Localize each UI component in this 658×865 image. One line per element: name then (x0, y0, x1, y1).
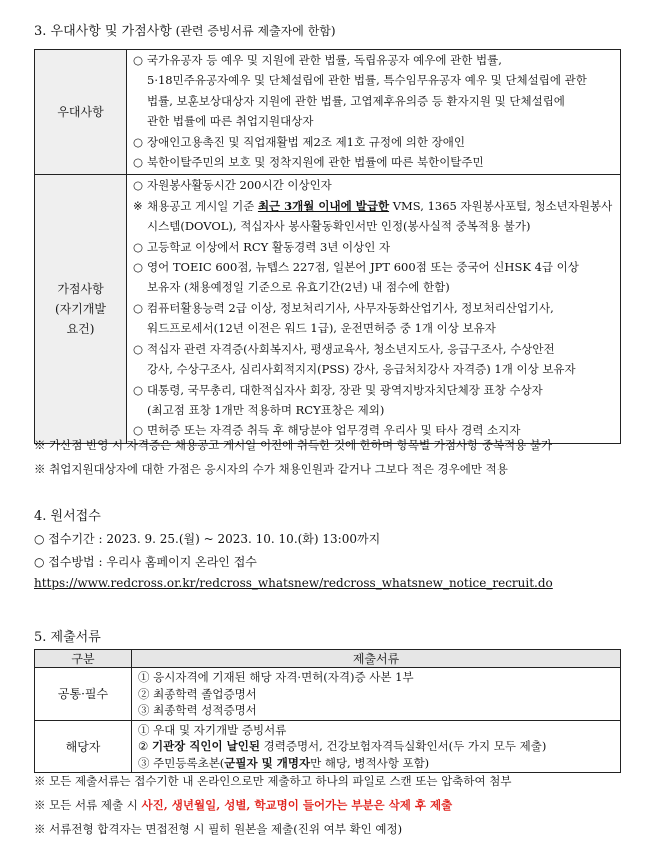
section-5-note-2-warning: 사진, 생년월일, 성별, 학교명이 들어가는 부분은 삭제 후 제출 (141, 798, 453, 812)
preferred-item-3-line-1: 북한이탈주민의 보호 및 정착지원에 관한 법률에 따른 북한이탈주민 (147, 155, 484, 170)
preferred-item-1-line-2: 5·18민주유공자예우 및 단체설립에 관한 법률, 특수임무유공자 예우 및 단체설립에 관한 (147, 73, 587, 88)
preferred-row (35, 50, 621, 175)
column-header-category: 구분 (35, 650, 132, 668)
preferred-item-2 (133, 132, 616, 152)
circle-bullet: ○ (133, 260, 144, 275)
application-method: ○ 접수방법 : 우리사 홈페이지 온라인 접수 (34, 555, 257, 569)
preferred-item-1-line-1: 국가유공자 등 예우 및 지원에 관한 법률, 독립유공자 예우에 관한 법률, (147, 53, 502, 67)
common-documents (132, 668, 621, 721)
bonus-row (35, 175, 621, 443)
bonus-label (35, 175, 127, 443)
bonus-certificate (133, 298, 616, 318)
bonus-redcross-line-2: 강사, 수상구조사, 심리사회적지지(PSS) 강사, 응급처치강사 자격증) 1개 이상 보유자 (147, 362, 576, 377)
bonus-rcy-text: 고등학교 이상에서 RCY 활동경력 3년 이상인 자 (147, 239, 391, 254)
documents-row-common (35, 668, 621, 721)
applicable-doc-2 (138, 738, 614, 755)
circle-bullet: ○ (133, 300, 144, 315)
note-emphasis: 최근 3개월 이내에 발급한 (257, 198, 390, 213)
note-part-c: VMS, 1365 자원봉사포털, 청소년자원봉사 (389, 198, 613, 213)
applicable-doc-3-rest: 만 해당, 병적사항 포함) (310, 755, 430, 770)
circle-bullet: ○ (133, 134, 144, 149)
section-3-heading: 3. 우대사항 및 가점사항 (34, 24, 172, 39)
circle-bullet: ○ (133, 178, 144, 193)
preferred-item-3 (133, 152, 616, 172)
section-3-title (34, 20, 336, 39)
circle-bullet: ○ (133, 423, 144, 438)
applicable-doc-3-emphasis: 군필자 및 개명자 (224, 755, 311, 770)
common-doc-3: ③ 최종학력 성적증명서 (138, 703, 257, 717)
documents-row-applicable (35, 720, 621, 773)
circle-bullet: ○ (133, 341, 144, 356)
bonus-certificate-line-2: 워드프로세서(12년 이전은 워드 1급), 운전면허증 중 1개 이상 보유자 (147, 321, 496, 336)
bonus-language-line-2: 보유자 (채용예정일 기준으로 유효기간(2년) 내 점수에 한함) (147, 280, 450, 295)
section-5-title: 5. 제출서류 (34, 630, 101, 645)
section-5-note-3: ※ 서류전형 합격자는 면접전형 시 필히 원본을 제출(진위 여부 확인 예정) (34, 822, 403, 836)
bonus-rcy (133, 237, 616, 257)
section-3-subtitle: (관련 증빙서류 제출자에 한함) (171, 24, 336, 38)
applicable-doc-2-emphasis: 기관장 직인이 날인된 (151, 739, 260, 753)
preferred-item-1-line-3: 법률, 보훈보상대상자 지원에 관한 법률, 고엽제후유의증 등 환자지원 및 단체설립에 (147, 93, 565, 108)
bonus-label-2: (자기개발 (54, 302, 107, 317)
preferred-item-1 (133, 50, 616, 70)
applicable-doc-3-prefix: ③ 주민등록초본( (138, 755, 225, 770)
note-part-a: 채용공고 게시일 기준 (147, 198, 258, 213)
section-3-note-2: ※ 취업지원대상자에 대한 가점은 응시자의 수가 채용인원과 같거나 그보다 적은 경우에만 적용 (34, 462, 508, 476)
application-link[interactable]: https://www.redcross.or.kr/redcross_whatsnew/redcross_whatsnew_notice_recruit.do (34, 576, 553, 590)
applicable-doc-2-prefix: ② (138, 739, 152, 753)
bonus-label-1: 가점사항 (57, 282, 104, 297)
circle-bullet: ○ (133, 239, 144, 254)
section-5-note-2 (34, 797, 452, 813)
application-period: ○ 접수기간 : 2023. 9. 25.(월) ~ 2023. 10. 10.(화) 13:00까지 (34, 532, 381, 546)
bonus-label-3: 요건) (66, 322, 95, 337)
preferred-body (127, 50, 621, 175)
note-part-d: 시스템(DOVOL), 적십자사 봉사활동확인서만 인정(봉사실적 중복적용 불가) (147, 219, 531, 234)
bonus-experience-text: 면허증 또는 자격증 취득 후 해당분야 업무경력 우리사 및 타사 경력 소지자 (147, 423, 521, 438)
bonus-volunteer (133, 175, 616, 195)
bonus-language (133, 257, 616, 277)
applicable-doc-3 (138, 755, 614, 772)
reference-mark: ※ (133, 198, 143, 213)
circle-bullet: ○ (133, 155, 144, 170)
documents-header-row (35, 650, 621, 668)
bonus-certificate-line-1: 컴퓨터활용능력 2급 이상, 정보처리기사, 사무자동화산업기사, 정보처리산업기사, (147, 300, 554, 315)
common-doc-1: ① 응시자격에 기재된 해당 자격·면허(자격)증 사본 1부 (138, 670, 414, 684)
circle-bullet: ○ (133, 382, 144, 397)
section-5-note-1: ※ 모든 제출서류는 접수기한 내 온라인으로만 제출하고 하나의 파일로 스캔 또는 압축하여 첨부 (34, 774, 512, 788)
preferred-item-2-line-1: 장애인고용촉진 및 직업재활법 제2조 제1호 규정에 의한 장애인 (147, 134, 465, 149)
applicable-documents (132, 720, 621, 773)
applicable-doc-2-rest: 경력증명서, 건강보험자격득실확인서(두 가지 모두 제출) (259, 739, 547, 753)
preferred-label-text: 우대사항 (57, 105, 104, 120)
section-5-note-2-prefix: ※ 모든 서류 제출 시 (34, 798, 142, 812)
preferred-label (35, 50, 127, 175)
bonus-award-line-2: (최고점 표창 1개만 적용하며 RCY표창은 제외) (147, 402, 385, 417)
section-4-title: 4. 원서접수 (34, 509, 101, 524)
column-header-documents: 제출서류 (132, 650, 621, 668)
circle-bullet: ○ (133, 53, 144, 67)
preferred-item-1-line-4: 관한 법률에 따른 취업지원대상자 (147, 114, 314, 129)
bonus-language-line-1: 영어 TOEIC 600점, 뉴텝스 227점, 일본어 JPT 600점 또는 중국어 신HSK 4급 이상 (147, 260, 579, 275)
section-3-note-1: ※ 가산점 반영 시 자격증은 채용공고 게시일 이전에 취득한 것에 한하며 항목별 가점사항 중복적용 불가 (34, 438, 553, 452)
common-label: 공통·필수 (35, 668, 132, 721)
bonus-redcross-cert (133, 339, 616, 359)
bonus-body (127, 175, 621, 443)
common-doc-2: ② 최종학력 졸업증명서 (138, 686, 257, 701)
bonus-volunteer-note (133, 196, 616, 216)
preference-table (34, 49, 621, 444)
bonus-award (133, 380, 616, 400)
bonus-redcross-line-1: 적십자 관련 자격증(사회복지사, 평생교육사, 청소년지도사, 응급구조사, 수상안전 (147, 341, 555, 356)
applicable-doc-1: ① 우대 및 자기개발 증빙서류 (138, 722, 287, 737)
bonus-award-line-1: 대통령, 국무총리, 대한적십자사 회장, 장관 및 광역지방자치단체장 표창 수상자 (147, 382, 543, 397)
bonus-volunteer-text: 자원봉사활동시간 200시간 이상인자 (147, 178, 332, 193)
applicable-label: 해당자 (35, 720, 132, 773)
documents-table (34, 649, 621, 773)
